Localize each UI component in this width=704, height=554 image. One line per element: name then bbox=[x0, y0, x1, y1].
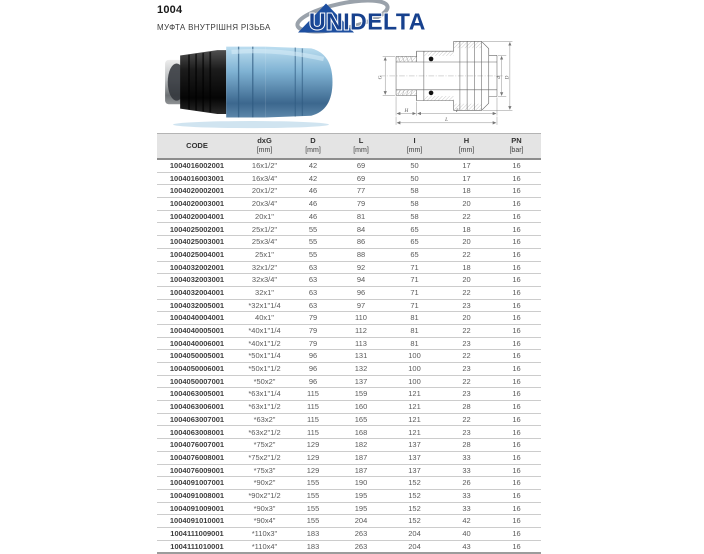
cell-dxg: *75x3" bbox=[237, 464, 292, 477]
o-ring-bottom bbox=[429, 91, 434, 96]
cell-h: 17 bbox=[441, 172, 492, 185]
cell-i: 152 bbox=[388, 515, 441, 528]
cell-l: 69 bbox=[334, 159, 388, 172]
table-row bbox=[157, 286, 541, 299]
cell-code: 1004020003001 bbox=[157, 198, 237, 211]
cell-i: 81 bbox=[388, 324, 441, 337]
cell-dxg: *63x1"1/2 bbox=[237, 401, 292, 414]
cell-code: 1004111009001 bbox=[157, 527, 237, 540]
cell-code: 1004040006001 bbox=[157, 337, 237, 350]
table-row bbox=[157, 350, 541, 363]
cell-i: 100 bbox=[388, 350, 441, 363]
cell-dxg: 20x3/4" bbox=[237, 198, 292, 211]
cell-code: 1004016003001 bbox=[157, 172, 237, 185]
cell-l: 88 bbox=[334, 248, 388, 261]
cell-i: 137 bbox=[388, 464, 441, 477]
cell-i: 71 bbox=[388, 274, 441, 287]
cell-d: 115 bbox=[292, 426, 334, 439]
cell-l: 94 bbox=[334, 274, 388, 287]
cell-h: 18 bbox=[441, 261, 492, 274]
cell-i: 81 bbox=[388, 312, 441, 325]
cell-dxg: *40x1"1/2 bbox=[237, 337, 292, 350]
cell-h: 20 bbox=[441, 274, 492, 287]
cell-l: 112 bbox=[334, 324, 388, 337]
technical-drawing-graphic bbox=[374, 27, 518, 130]
cell-d: 115 bbox=[292, 401, 334, 414]
cell-i: 71 bbox=[388, 286, 441, 299]
cell-code: 1004063007001 bbox=[157, 413, 237, 426]
product-photo bbox=[162, 36, 340, 129]
cell-h: 28 bbox=[441, 439, 492, 452]
cell-code: 1004025003001 bbox=[157, 236, 237, 249]
cell-dxg: *40x1"1/4 bbox=[237, 324, 292, 337]
cell-i: 58 bbox=[388, 185, 441, 198]
cell-h: 33 bbox=[441, 464, 492, 477]
cell-pn: 16 bbox=[492, 350, 541, 363]
cell-d: 63 bbox=[292, 286, 334, 299]
cell-pn: 16 bbox=[492, 426, 541, 439]
cell-code: 1004032004001 bbox=[157, 286, 237, 299]
cell-code: 1004025002001 bbox=[157, 223, 237, 236]
cell-d: 63 bbox=[292, 299, 334, 312]
cell-l: 110 bbox=[334, 312, 388, 325]
cell-d: 96 bbox=[292, 375, 334, 388]
spec-table-body bbox=[157, 159, 541, 553]
cell-l: 168 bbox=[334, 426, 388, 439]
cell-d: 79 bbox=[292, 337, 334, 350]
blue-lock-nut bbox=[226, 47, 265, 118]
cell-code: 1004020004001 bbox=[157, 210, 237, 223]
cell-code: 1004091009001 bbox=[157, 502, 237, 515]
table-row bbox=[157, 401, 541, 414]
cell-d: 63 bbox=[292, 274, 334, 287]
cell-d: 129 bbox=[292, 451, 334, 464]
cell-l: 92 bbox=[334, 261, 388, 274]
spec-table bbox=[157, 133, 541, 554]
cell-l: 263 bbox=[334, 527, 388, 540]
cell-i: 204 bbox=[388, 540, 441, 553]
cell-h: 17 bbox=[441, 159, 492, 172]
cell-code: 1004016002001 bbox=[157, 159, 237, 172]
col-header-pn: PN [bar] bbox=[492, 134, 541, 160]
table-row bbox=[157, 502, 541, 515]
cell-code: 1004040005001 bbox=[157, 324, 237, 337]
table-row bbox=[157, 413, 541, 426]
cell-pn: 16 bbox=[492, 312, 541, 325]
cell-pn: 16 bbox=[492, 515, 541, 528]
cell-pn: 16 bbox=[492, 527, 541, 540]
cell-l: 69 bbox=[334, 172, 388, 185]
cell-i: 65 bbox=[388, 223, 441, 236]
cell-pn: 16 bbox=[492, 324, 541, 337]
cell-code: 1004020002001 bbox=[157, 185, 237, 198]
cell-pn: 16 bbox=[492, 363, 541, 376]
cell-pn: 16 bbox=[492, 286, 541, 299]
cell-d: 155 bbox=[292, 489, 334, 502]
cell-i: 50 bbox=[388, 172, 441, 185]
table-row bbox=[157, 477, 541, 490]
cell-i: 65 bbox=[388, 236, 441, 249]
cell-l: 195 bbox=[334, 502, 388, 515]
cell-i: 121 bbox=[388, 401, 441, 414]
cell-h: 22 bbox=[441, 286, 492, 299]
cell-d: 46 bbox=[292, 210, 334, 223]
cell-dxg: 32x1" bbox=[237, 286, 292, 299]
cell-h: 23 bbox=[441, 426, 492, 439]
cell-pn: 16 bbox=[492, 274, 541, 287]
cell-dxg: *50x2" bbox=[237, 375, 292, 388]
cell-i: 81 bbox=[388, 337, 441, 350]
cell-dxg: 16x3/4" bbox=[237, 172, 292, 185]
cell-dxg: *90x4" bbox=[237, 515, 292, 528]
cell-l: 132 bbox=[334, 363, 388, 376]
cell-h: 22 bbox=[441, 248, 492, 261]
table-row bbox=[157, 464, 541, 477]
cell-dxg: *110x3" bbox=[237, 527, 292, 540]
col-header-d: D [mm] bbox=[292, 134, 334, 160]
table-row bbox=[157, 223, 541, 236]
cell-h: 20 bbox=[441, 312, 492, 325]
cell-dxg: 40x1" bbox=[237, 312, 292, 325]
cell-code: 1004063005001 bbox=[157, 388, 237, 401]
table-row bbox=[157, 439, 541, 452]
cell-d: 55 bbox=[292, 223, 334, 236]
header bbox=[157, 4, 271, 32]
spec-table-wrap bbox=[157, 133, 541, 554]
cell-l: 195 bbox=[334, 489, 388, 502]
table-row bbox=[157, 159, 541, 172]
cell-h: 18 bbox=[441, 185, 492, 198]
cell-pn: 16 bbox=[492, 413, 541, 426]
cell-dxg: 16x1/2" bbox=[237, 159, 292, 172]
cell-pn: 16 bbox=[492, 388, 541, 401]
cell-d: 63 bbox=[292, 261, 334, 274]
cell-dxg: *75x2"1/2 bbox=[237, 451, 292, 464]
col-header-dxg: dxG [mm] bbox=[237, 134, 292, 160]
table-row bbox=[157, 451, 541, 464]
cell-dxg: *75x2" bbox=[237, 439, 292, 452]
cell-code: 1004050005001 bbox=[157, 350, 237, 363]
cell-d: 115 bbox=[292, 388, 334, 401]
table-row bbox=[157, 172, 541, 185]
cell-h: 22 bbox=[441, 210, 492, 223]
cell-pn: 16 bbox=[492, 210, 541, 223]
cell-i: 65 bbox=[388, 248, 441, 261]
dim-label-H: H bbox=[404, 107, 409, 114]
cell-l: 190 bbox=[334, 477, 388, 490]
dim-label-D: D bbox=[504, 75, 511, 80]
cell-d: 55 bbox=[292, 248, 334, 261]
cell-code: 1004050007001 bbox=[157, 375, 237, 388]
cell-dxg: *90x2"1/2 bbox=[237, 489, 292, 502]
cell-h: 22 bbox=[441, 375, 492, 388]
cell-code: 1004076009001 bbox=[157, 464, 237, 477]
cell-pn: 16 bbox=[492, 299, 541, 312]
cell-code: 1004032002001 bbox=[157, 261, 237, 274]
cell-h: 23 bbox=[441, 299, 492, 312]
table-row bbox=[157, 185, 541, 198]
cell-d: 42 bbox=[292, 159, 334, 172]
table-row bbox=[157, 274, 541, 287]
cell-i: 121 bbox=[388, 426, 441, 439]
cell-dxg: 25x3/4" bbox=[237, 236, 292, 249]
cell-dxg: 25x1/2" bbox=[237, 223, 292, 236]
cell-i: 71 bbox=[388, 261, 441, 274]
cell-pn: 16 bbox=[492, 236, 541, 249]
cell-pn: 16 bbox=[492, 375, 541, 388]
cell-h: 33 bbox=[441, 451, 492, 464]
cell-pn: 16 bbox=[492, 401, 541, 414]
cell-dxg: 20x1" bbox=[237, 210, 292, 223]
cell-d: 155 bbox=[292, 477, 334, 490]
cell-dxg: 20x1/2" bbox=[237, 185, 292, 198]
cell-d: 183 bbox=[292, 527, 334, 540]
cell-h: 33 bbox=[441, 489, 492, 502]
table-header-row bbox=[157, 134, 541, 160]
dim-label-I: I bbox=[455, 107, 458, 114]
cell-d: 46 bbox=[292, 198, 334, 211]
cell-pn: 16 bbox=[492, 451, 541, 464]
cell-h: 23 bbox=[441, 363, 492, 376]
cell-h: 42 bbox=[441, 515, 492, 528]
cell-code: 1004025004001 bbox=[157, 248, 237, 261]
cell-code: 1004032003001 bbox=[157, 274, 237, 287]
cell-code: 1004063006001 bbox=[157, 401, 237, 414]
cell-code: 1004076007001 bbox=[157, 439, 237, 452]
cell-i: 71 bbox=[388, 299, 441, 312]
cell-code: 1004091010001 bbox=[157, 515, 237, 528]
cell-pn: 16 bbox=[492, 185, 541, 198]
cell-pn: 16 bbox=[492, 477, 541, 490]
cell-code: 1004091007001 bbox=[157, 477, 237, 490]
col-header-i: I [mm] bbox=[388, 134, 441, 160]
cell-dxg: *32x1"1/4 bbox=[237, 299, 292, 312]
cell-code: 1004076008001 bbox=[157, 451, 237, 464]
table-row bbox=[157, 198, 541, 211]
o-ring-top bbox=[429, 57, 434, 62]
dim-label-d: d bbox=[496, 76, 503, 79]
dim-label-G: G bbox=[377, 75, 384, 80]
cell-pn: 16 bbox=[492, 198, 541, 211]
table-row bbox=[157, 312, 541, 325]
product-title: МУФТА ВНУТРІШНЯ РІЗЬБА bbox=[157, 23, 271, 32]
col-header-code: CODE bbox=[157, 134, 237, 160]
fitting-photo-graphic bbox=[162, 36, 340, 129]
cell-d: 79 bbox=[292, 324, 334, 337]
cell-l: 86 bbox=[334, 236, 388, 249]
table-row bbox=[157, 540, 541, 553]
cell-l: 187 bbox=[334, 464, 388, 477]
cell-l: 182 bbox=[334, 439, 388, 452]
cell-h: 28 bbox=[441, 401, 492, 414]
cell-i: 152 bbox=[388, 502, 441, 515]
table-row bbox=[157, 324, 541, 337]
cell-l: 77 bbox=[334, 185, 388, 198]
cell-i: 58 bbox=[388, 198, 441, 211]
col-header-h: H [mm] bbox=[441, 134, 492, 160]
cell-l: 159 bbox=[334, 388, 388, 401]
cell-code: 1004111010001 bbox=[157, 540, 237, 553]
cell-l: 97 bbox=[334, 299, 388, 312]
cell-l: 81 bbox=[334, 210, 388, 223]
cell-h: 40 bbox=[441, 527, 492, 540]
table-row bbox=[157, 527, 541, 540]
logo-text: UNIDELTA bbox=[309, 8, 426, 35]
cell-pn: 16 bbox=[492, 248, 541, 261]
table-row bbox=[157, 363, 541, 376]
cell-d: 79 bbox=[292, 312, 334, 325]
cell-h: 22 bbox=[441, 413, 492, 426]
cell-i: 121 bbox=[388, 388, 441, 401]
cell-l: 96 bbox=[334, 286, 388, 299]
cell-d: 183 bbox=[292, 540, 334, 553]
cell-l: 165 bbox=[334, 413, 388, 426]
cell-pn: 16 bbox=[492, 261, 541, 274]
cell-d: 96 bbox=[292, 350, 334, 363]
cell-l: 84 bbox=[334, 223, 388, 236]
cell-i: 152 bbox=[388, 489, 441, 502]
cell-pn: 16 bbox=[492, 489, 541, 502]
cell-d: 129 bbox=[292, 439, 334, 452]
table-row bbox=[157, 337, 541, 350]
cell-dxg: *110x4" bbox=[237, 540, 292, 553]
table-row bbox=[157, 426, 541, 439]
cell-d: 96 bbox=[292, 363, 334, 376]
cell-h: 20 bbox=[441, 198, 492, 211]
cell-h: 22 bbox=[441, 324, 492, 337]
cell-d: 155 bbox=[292, 502, 334, 515]
cell-i: 58 bbox=[388, 210, 441, 223]
cell-dxg: *50x1"1/4 bbox=[237, 350, 292, 363]
cell-dxg: *63x2"1/2 bbox=[237, 426, 292, 439]
cell-pn: 16 bbox=[492, 223, 541, 236]
table-row bbox=[157, 515, 541, 528]
table-row bbox=[157, 299, 541, 312]
cell-i: 50 bbox=[388, 159, 441, 172]
cell-dxg: *50x1"1/2 bbox=[237, 363, 292, 376]
cell-i: 152 bbox=[388, 477, 441, 490]
cell-i: 100 bbox=[388, 375, 441, 388]
table-row bbox=[157, 388, 541, 401]
cell-code: 1004032005001 bbox=[157, 299, 237, 312]
cell-l: 79 bbox=[334, 198, 388, 211]
cell-h: 20 bbox=[441, 236, 492, 249]
cell-pn: 16 bbox=[492, 502, 541, 515]
cell-code: 1004091008001 bbox=[157, 489, 237, 502]
cell-l: 204 bbox=[334, 515, 388, 528]
col-header-l: L [mm] bbox=[334, 134, 388, 160]
cell-d: 129 bbox=[292, 464, 334, 477]
cell-l: 263 bbox=[334, 540, 388, 553]
cell-d: 55 bbox=[292, 236, 334, 249]
cell-dxg: *63x1"1/4 bbox=[237, 388, 292, 401]
cell-i: 121 bbox=[388, 413, 441, 426]
cell-l: 160 bbox=[334, 401, 388, 414]
cell-pn: 16 bbox=[492, 439, 541, 452]
cell-dxg: 32x3/4" bbox=[237, 274, 292, 287]
technical-drawing bbox=[374, 27, 518, 130]
table-row bbox=[157, 210, 541, 223]
cell-l: 131 bbox=[334, 350, 388, 363]
cell-l: 113 bbox=[334, 337, 388, 350]
cell-code: 1004050006001 bbox=[157, 363, 237, 376]
cell-i: 204 bbox=[388, 527, 441, 540]
cell-code: 1004040004001 bbox=[157, 312, 237, 325]
cell-pn: 16 bbox=[492, 464, 541, 477]
cell-dxg: 25x1" bbox=[237, 248, 292, 261]
cell-d: 42 bbox=[292, 172, 334, 185]
cell-l: 137 bbox=[334, 375, 388, 388]
cell-dxg: 32x1/2" bbox=[237, 261, 292, 274]
cell-d: 115 bbox=[292, 413, 334, 426]
cell-dxg: *90x2" bbox=[237, 477, 292, 490]
dim-label-L: L bbox=[445, 117, 448, 124]
cell-d: 155 bbox=[292, 515, 334, 528]
cell-i: 137 bbox=[388, 451, 441, 464]
cell-i: 137 bbox=[388, 439, 441, 452]
cell-i: 100 bbox=[388, 363, 441, 376]
cell-l: 187 bbox=[334, 451, 388, 464]
cell-pn: 16 bbox=[492, 540, 541, 553]
product-code: 1004 bbox=[157, 4, 183, 16]
cell-h: 23 bbox=[441, 388, 492, 401]
table-row bbox=[157, 236, 541, 249]
table-row bbox=[157, 261, 541, 274]
table-row bbox=[157, 375, 541, 388]
cell-pn: 16 bbox=[492, 159, 541, 172]
cell-dxg: *63x2" bbox=[237, 413, 292, 426]
table-row bbox=[157, 489, 541, 502]
cell-pn: 16 bbox=[492, 337, 541, 350]
cell-h: 22 bbox=[441, 350, 492, 363]
cell-pn: 16 bbox=[492, 172, 541, 185]
cell-d: 46 bbox=[292, 185, 334, 198]
cell-code: 1004063008001 bbox=[157, 426, 237, 439]
cell-h: 26 bbox=[441, 477, 492, 490]
cell-h: 43 bbox=[441, 540, 492, 553]
cell-h: 23 bbox=[441, 337, 492, 350]
photo-reflection bbox=[173, 121, 329, 128]
table-row bbox=[157, 248, 541, 261]
cell-dxg: *90x3" bbox=[237, 502, 292, 515]
cell-h: 33 bbox=[441, 502, 492, 515]
cell-h: 18 bbox=[441, 223, 492, 236]
